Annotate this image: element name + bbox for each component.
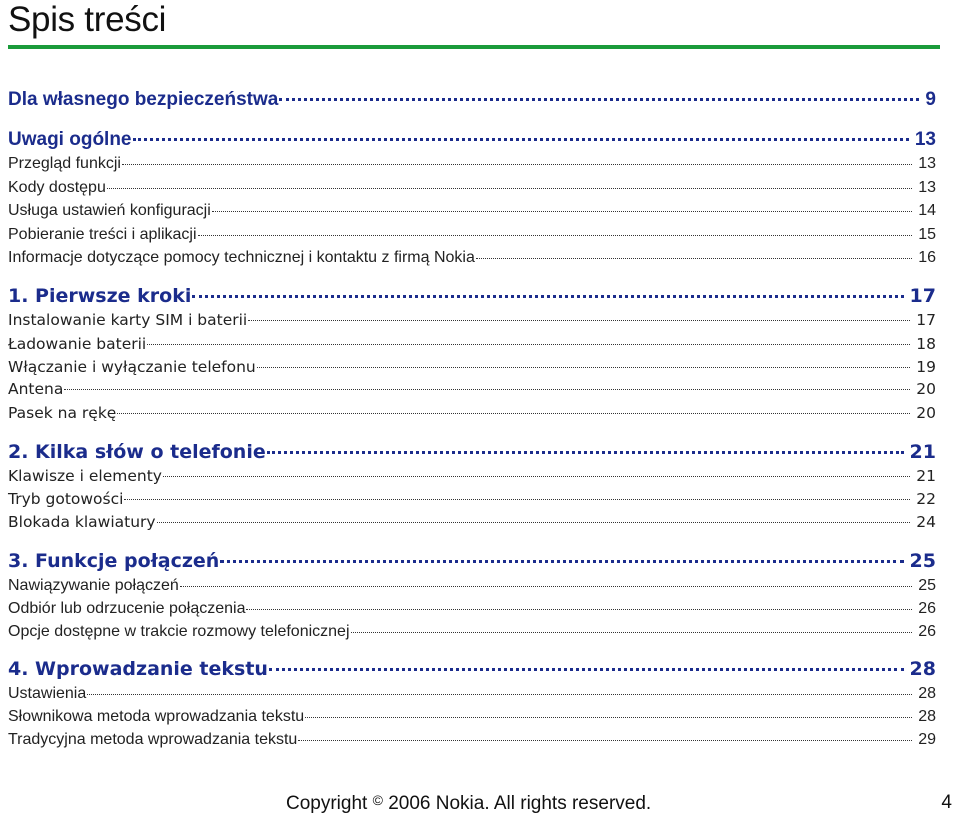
toc-entry-label: Antena: [8, 379, 64, 398]
toc-leader-dots: [246, 597, 912, 613]
toc-leader-dots: [180, 574, 912, 590]
toc-entry-label: Klawisze i elementy: [8, 466, 162, 485]
toc-entry-page: 28: [918, 708, 936, 725]
toc-subsection-entry: [8, 246, 936, 267]
toc-entry-page: 13: [914, 129, 936, 150]
toc-entry-page: 26: [918, 600, 936, 617]
toc-leader-dots: [192, 283, 903, 302]
toc-entry-page: 15: [918, 226, 936, 243]
toc-entry-label: Tradycyjna metoda wprowadzania tekstu: [8, 731, 298, 748]
toc-entry-page: 13: [918, 155, 936, 172]
toc-entry-label: Ustawienia: [8, 685, 87, 702]
toc-entry-page: 20: [916, 403, 936, 422]
toc-entry-page: 24: [916, 512, 936, 531]
toc-entry-label: Usługa ustawień konfiguracji: [8, 202, 211, 219]
toc-leader-dots: [220, 548, 903, 567]
toc-entry-label: Instalowanie karty SIM i baterii: [8, 310, 248, 329]
toc-entry-page: 25: [918, 577, 936, 594]
toc-leader-dots: [298, 728, 912, 744]
toc-entry-label: Blokada klawiatury: [8, 512, 156, 531]
page-footer: [0, 792, 960, 818]
toc-entry-page: 18: [916, 334, 936, 353]
toc-leader-dots: [279, 86, 919, 105]
toc-leader-dots: [267, 439, 904, 458]
toc-leader-dots: [305, 705, 912, 721]
toc-entry-page: 21: [916, 466, 936, 485]
toc-leader-dots: [163, 465, 910, 481]
toc-entry-page: 26: [918, 623, 936, 640]
toc-section-entry: [8, 656, 936, 680]
toc-subsection-entry: [8, 682, 936, 703]
toc-entry-page: 17: [909, 285, 936, 307]
toc-section-entry: [8, 548, 936, 572]
toc-entry-page: 22: [916, 489, 936, 508]
toc-section-entry: [8, 126, 936, 151]
toc-entry-label: Uwagi ogólne: [8, 129, 132, 150]
copyright-notice: [286, 792, 651, 815]
toc-entry-page: 20: [916, 379, 936, 398]
toc-entry-label: Ładowanie baterii: [8, 334, 147, 353]
toc-entry-label: Przegląd funkcji: [8, 155, 121, 172]
toc-leader-dots: [107, 176, 912, 192]
toc-entry-label: Pasek na rękę: [8, 403, 117, 422]
toc-entry-page: 25: [909, 550, 936, 572]
toc-subsection-entry: [8, 223, 936, 244]
toc-leader-dots: [124, 488, 910, 504]
toc-subsection-entry: [8, 176, 936, 197]
copyright-symbol: ©: [372, 792, 383, 808]
toc-entry-label: Pobieranie treści i aplikacji: [8, 226, 197, 243]
toc-entry-label: Informacje dotyczące pomocy technicznej i kontaktu z firmą Nokia: [8, 249, 475, 266]
toc-entry-label: Kody dostępu: [8, 179, 106, 196]
toc-leader-dots: [157, 511, 911, 527]
toc-entry-page: 14: [918, 202, 936, 219]
toc-subsection-entry: [8, 728, 936, 749]
toc-leader-dots: [122, 152, 912, 168]
toc-section-entry: [8, 86, 936, 111]
toc-leader-dots: [87, 682, 912, 698]
toc-entry-page: 13: [918, 179, 936, 196]
toc-subsection-entry: [8, 597, 936, 618]
title-underline: [8, 45, 940, 49]
toc-subsection-entry: [8, 511, 936, 531]
toc-entry-label: Odbiór lub odrzucenie połączenia: [8, 600, 246, 617]
toc-subsection-entry: [8, 152, 936, 173]
toc-entry-page: 9: [925, 89, 936, 110]
toc-subsection-entry: [8, 402, 936, 422]
toc-entry-label: 4. Wprowadzanie tekstu: [8, 658, 268, 680]
toc-leader-dots: [117, 402, 910, 418]
toc-section-entry: [8, 283, 936, 307]
toc-entry-page: 29: [918, 731, 936, 748]
toc-entry-label: Nawiązywanie połączeń: [8, 577, 179, 594]
toc-entry-label: Włączanie i wyłączanie telefonu: [8, 357, 256, 376]
toc-leader-dots: [476, 246, 912, 262]
toc-leader-dots: [257, 356, 911, 372]
toc-subsection-entry: [8, 488, 936, 508]
toc-entry-page: 28: [909, 658, 936, 680]
toc-leader-dots: [147, 333, 910, 349]
toc-section-entry: [8, 439, 936, 463]
toc-subsection-entry: [8, 465, 936, 485]
toc-leader-dots: [64, 378, 910, 394]
toc-entry-page: 28: [918, 685, 936, 702]
toc-entry-page: 19: [916, 357, 936, 376]
copyright-suffix: 2006 Nokia. All rights reserved.: [388, 793, 652, 814]
page-number: 4: [941, 792, 952, 813]
toc-subsection-entry: [8, 620, 936, 641]
toc-entry-page: 17: [916, 310, 936, 329]
toc-leader-dots: [198, 223, 913, 239]
toc-leader-dots: [133, 126, 909, 145]
copyright-prefix: Copyright: [286, 793, 368, 814]
toc-subsection-entry: [8, 309, 936, 329]
toc-leader-dots: [269, 656, 904, 675]
toc-entry-label: 3. Funkcje połączeń: [8, 550, 220, 572]
toc-subsection-entry: [8, 378, 936, 398]
toc-subsection-entry: [8, 333, 936, 353]
toc-entry-label: Słownikowa metoda wprowadzania tekstu: [8, 708, 305, 725]
toc-entry-label: 1. Pierwsze kroki: [8, 285, 192, 307]
toc-entry-label: Dla własnego bezpieczeństwa: [8, 89, 279, 110]
toc-entry-page: 16: [918, 249, 936, 266]
toc-entry-page: 21: [909, 441, 936, 463]
toc-subsection-entry: [8, 356, 936, 376]
toc-entry-label: Tryb gotowości: [8, 489, 124, 508]
toc-leader-dots: [248, 309, 910, 325]
toc-leader-dots: [212, 199, 912, 215]
toc-subsection-entry: [8, 199, 936, 220]
toc-subsection-entry: [8, 705, 936, 726]
toc-entry-label: 2. Kilka słów o telefonie: [8, 441, 266, 463]
toc-leader-dots: [351, 620, 913, 636]
toc-entry-label: Opcje dostępne w trakcie rozmowy telefonicznej: [8, 623, 350, 640]
page-title: Spis treści: [8, 0, 167, 39]
toc-subsection-entry: [8, 574, 936, 595]
